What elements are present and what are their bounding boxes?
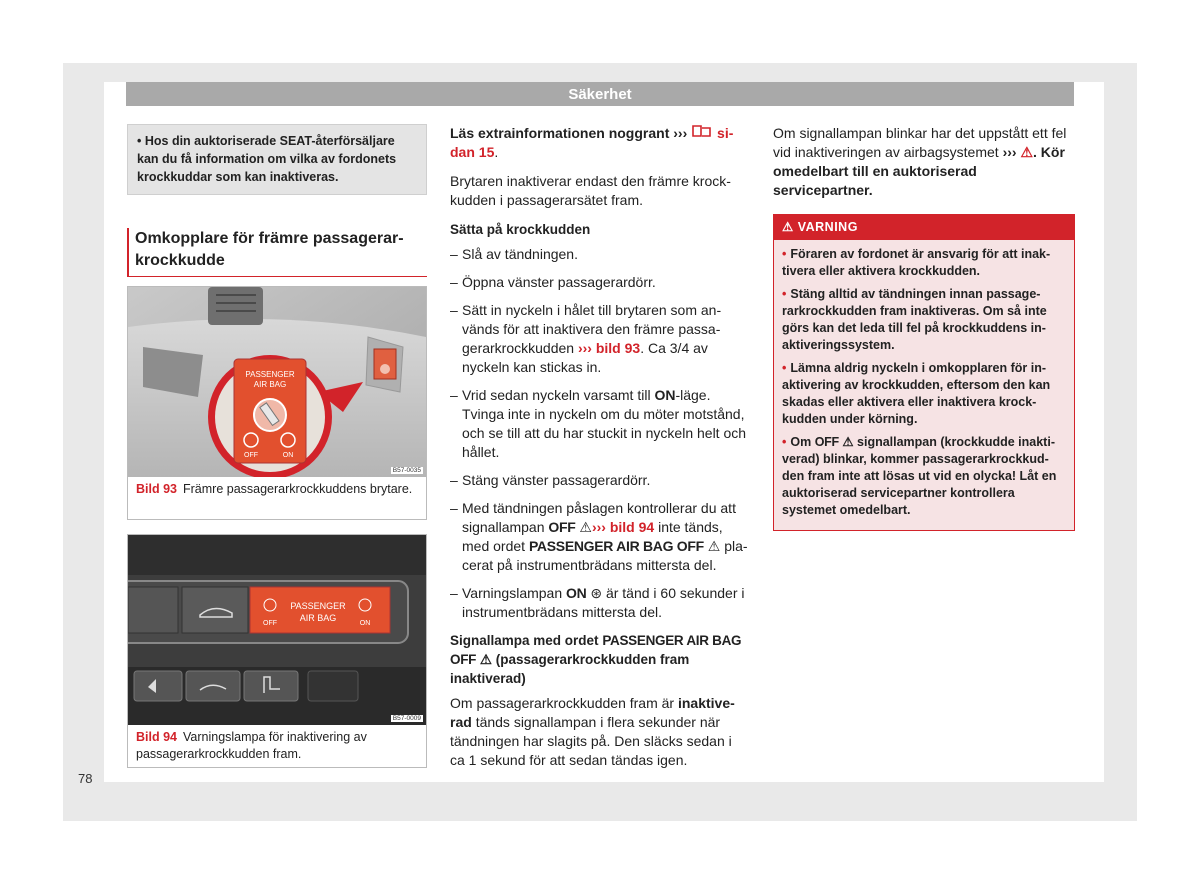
- step-4-on: ON: [654, 387, 676, 403]
- read-arrows: ›››: [673, 125, 688, 141]
- read-prefix: Läs extrainformationen noggrant: [450, 125, 670, 141]
- warning-title: VARNING: [797, 220, 858, 234]
- step-6-off: OFF: [548, 519, 576, 535]
- figure-93-caption: [128, 477, 426, 503]
- figure-94-caption: [128, 725, 426, 768]
- blink-paragraph-b: . Kör omedelbart till en auktoriserad servicepartner.: [773, 144, 1065, 198]
- info-note-text: Hos din auktoriserade SEAT-återförsäljare kan du få information om vilka av fordonets krockkuddar som kan inaktiveras.: [137, 134, 397, 184]
- step-6-text-end: placerat på instrumentbrädans mittersta del.: [462, 538, 748, 573]
- book-reference-icon: [691, 124, 713, 138]
- figure-94-code: B57-0009: [392, 715, 421, 722]
- warning-item: • Om OFF ⚠ signallampan (krockkudde inaktiverad) blinkar, kommer passagerarkrockkudden fram inte att lösas ut vid en olycka! Låt en auktoriserad servicepartner kontrollera systemet omedelbart.: [782, 435, 1057, 517]
- warning-item-text: Lämna aldrig nyckeln i omkopplaren för inaktivering av krockkudden, eftersom den kan skadas eller aktivera eller inaktivera krockkudden under körning.: [782, 361, 1051, 426]
- step-3-arrows: ›››: [577, 340, 592, 356]
- step-3-link[interactable]: bild 93: [595, 340, 641, 356]
- figure-93: [127, 286, 427, 520]
- figure-93-image: [128, 287, 426, 477]
- warning-item-text: Stäng alltid av tändningen innan passagerarkrockkudden fram inaktiveras. Om så inte görs kan det leda till fel på krockkuddens inaktiveringssystem.: [782, 287, 1047, 352]
- step-2: – Öppna vänster passagerardörr.: [450, 273, 750, 292]
- panel-off-label: OFF: [263, 620, 277, 627]
- signal-paragraph-b: tänds signallampan i flera sekunder när tändningen har slagits på. Den släcks sedan i ca 1 sekund för att sedan tändas igen.: [450, 714, 732, 768]
- step-7-text-end: är tänd i 60 sekunder i instrumentbrädans mittersta del.: [462, 585, 745, 620]
- switch-off-label: OFF: [244, 452, 258, 459]
- step-4-text: Vrid sedan nyckeln varsamt till: [462, 387, 651, 403]
- airbag-off-symbol-icon-3: ⚠: [479, 652, 492, 667]
- subheading-signal: [450, 631, 750, 688]
- warning-triangle-icon: ⚠: [1020, 144, 1034, 160]
- step-5: – Stäng vänster passagerardörr.: [450, 471, 750, 490]
- switch-label-airbag: AIR BAG: [253, 380, 287, 389]
- signal-paragraph: [450, 694, 750, 770]
- step-6-text: Med tändningen påslagen kontrollerar du att signallampan: [462, 500, 736, 535]
- figure-94-label: Bild 94: [136, 730, 177, 744]
- blink-paragraph-a: Om signallampan blinkar har det uppstått ett fel vid inaktiveringen av airbagsystemet: [773, 125, 1067, 160]
- warning-box: [773, 214, 1075, 531]
- signal-paragraph-a: Om passagerarkrockkudden fram är: [450, 695, 675, 711]
- figure-93-caption-text: Främre passagerarkrockkuddens brytare.: [183, 482, 413, 496]
- airbag-off-symbol-icon-4: ⚠: [842, 435, 854, 449]
- warning-lamp-illustration: [128, 535, 426, 725]
- step-4: [450, 386, 750, 462]
- step-6-link[interactable]: bild 94: [609, 519, 655, 535]
- intro-text: Brytaren inaktiverar endast den främre krockkudden i passagerarsätet fram.: [450, 173, 731, 208]
- step-6-arrows: ›››: [591, 519, 606, 535]
- warning-item: • Föraren av fordonet är ansvarig för att inaktivera eller aktivera krockkudden.: [782, 247, 1051, 278]
- figure-94-caption-text: Varningslampa för inaktivering av passagerarkrockkudden fram.: [136, 730, 367, 761]
- read-link[interactable]: sidan 15: [450, 125, 734, 160]
- subheading-signal-a: Signallampa med ordet: [450, 633, 599, 648]
- warning-item: • Stäng alltid av tändningen innan passagerarkrockkudden fram inaktiveras. Om så inte görs kan det leda till fel på krockkuddens inaktiveringssystem.: [782, 287, 1047, 352]
- switch-label-passenger: PASSENGER: [245, 370, 295, 379]
- step-3-text: Sätt in nyckeln i hålet till brytaren som används för att inaktivera den främre passagerarkrockkudden: [462, 302, 722, 356]
- panel-label-passenger: PASSENGER: [290, 601, 346, 611]
- figure-94-image: [128, 535, 426, 725]
- step-1: – Slå av tändningen.: [450, 245, 750, 264]
- step-6-text-mid: inte tänds, med ordet: [462, 519, 723, 554]
- figure-94: [127, 534, 427, 768]
- column-right: [773, 124, 1075, 531]
- step-7-on: ON: [566, 585, 587, 601]
- info-note: • Hos din auktoriserade SEAT-återförsäljare kan du få information om vilka av fordonets krockkuddar som kan inaktiveras.: [127, 124, 427, 195]
- blink-paragraph: [773, 124, 1075, 200]
- figure-93-label: Bild 93: [136, 482, 177, 496]
- subheading-signal-pab: PASSENGER AIR BAG OFF: [450, 633, 742, 667]
- step-6-pab: PASSENGER AIR BAG OFF: [528, 538, 704, 554]
- column-middle: [450, 124, 750, 780]
- panel-label-airbag: AIR BAG: [299, 613, 337, 623]
- warning-header: [774, 215, 1074, 240]
- warning-item-last-a: Om: [790, 435, 812, 449]
- warning-header-icon: ⚠: [782, 220, 794, 234]
- column-left: [127, 124, 427, 761]
- step-4-text-end: -läge. Tvinga inte in nyckeln om du möter motstånd, och se till att du har stuckit in nyckeln helt och hållet.: [462, 387, 747, 460]
- warning-item: • Lämna aldrig nyckeln i omkopplaren för inaktivering av krockkudden, eftersom den kan skadas eller aktivera eller inaktivera krockkudden under körning.: [782, 361, 1051, 426]
- step-3: [450, 301, 750, 377]
- figure-93-code: B57-0035: [392, 467, 421, 474]
- step-7: [450, 584, 750, 622]
- step-3-text-end: . Ca 3/4 av nyckeln kan stickas in.: [462, 340, 708, 375]
- page-number: 78: [78, 771, 93, 786]
- read-suffix: .: [494, 144, 499, 160]
- section-title: Omkopplare för främre passagerarkrockkudde: [127, 228, 427, 277]
- switch-on-label: ON: [282, 452, 294, 459]
- subheading-activate: Sätta på krockkudden: [450, 222, 591, 237]
- warning-body: [774, 240, 1074, 530]
- subheading-signal-b: (passagerarkrockkudden fram inaktiverad): [450, 652, 690, 686]
- step-7-text: Varningslampan: [462, 585, 563, 601]
- warning-item-off: OFF: [814, 435, 839, 449]
- blink-arrows: ›››: [1002, 144, 1017, 160]
- warning-item-text: Föraren av fordonet är ansvarig för att inaktivera eller aktivera krockkudden.: [782, 247, 1051, 278]
- airbag-on-symbol-icon: ⊛: [590, 585, 603, 601]
- airbag-off-symbol-icon: ⚠: [579, 519, 592, 535]
- page-header: Säkerhet: [126, 82, 1074, 106]
- signal-paragraph-bold: inaktiverad: [450, 695, 735, 730]
- warning-item-last-b: signallampan (krockkudde inaktiverad) blinkar, kommer passagerarkrockkudden fram inte att lösas ut vid en olycka! Låt en auktoriserad servicepartner kontrollera systemet omedelbart.: [782, 435, 1057, 517]
- airbag-off-symbol-icon-2: ⚠: [707, 538, 721, 554]
- panel-on-label: ON: [359, 620, 371, 627]
- step-6: [450, 499, 750, 575]
- dashboard-switch-illustration: [128, 287, 426, 477]
